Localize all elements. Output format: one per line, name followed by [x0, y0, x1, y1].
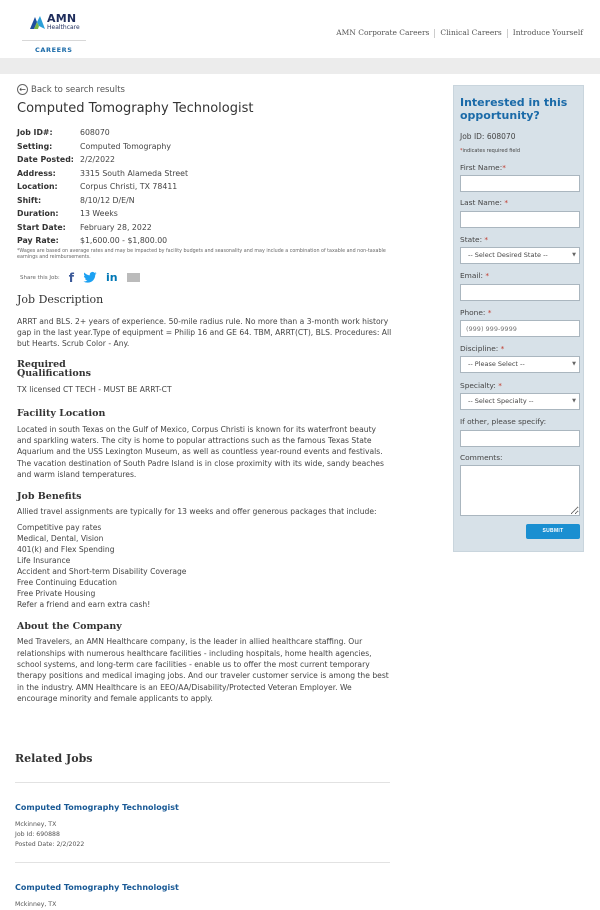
detail-label: Pay Rate: [17, 236, 59, 246]
amn-logo-mark-icon [28, 14, 46, 30]
back-to-results-link[interactable] [17, 84, 392, 95]
detail-value: 3315 South Alameda Street [80, 168, 189, 178]
job-title: Computed Tomography Technologist [17, 101, 254, 116]
detail-row [17, 234, 392, 248]
detail-value: February 28, 2022 [80, 222, 152, 232]
first-name-input[interactable] [460, 175, 580, 192]
logo-subtitle: Healthcare [47, 24, 80, 31]
job-main [17, 84, 392, 704]
required-star: * [484, 235, 489, 244]
detail-label: Job ID#: [17, 128, 53, 138]
back-arrow-icon: ← [17, 84, 28, 95]
label-text: Email: [460, 271, 483, 280]
state-label [460, 235, 488, 244]
detail-row [17, 221, 392, 235]
phone-label [460, 308, 491, 317]
job-benefits-intro: Allied travel assignments are typically for 13 weeks and offer generous packages that include: [17, 507, 377, 517]
detail-value: 8/10/12 D/E/N [80, 195, 135, 205]
discipline-label [460, 344, 504, 353]
related-job-id: Job Id: 690888 [15, 831, 60, 838]
detail-value: Corpus Christi, TX 78411 [80, 182, 178, 192]
phone-input[interactable] [460, 320, 580, 337]
divider [15, 782, 390, 783]
share-label: Share this Job: [20, 274, 60, 281]
list-item: 401(k) and Flex Spending [17, 545, 115, 555]
top-nav [331, 28, 588, 38]
state-select[interactable] [460, 247, 580, 264]
select-value: -- Please Select -- [468, 360, 525, 368]
related-job-location: Mckinney, TX [15, 821, 57, 828]
list-item: Competitive pay rates [17, 523, 102, 533]
list-item: Refer a friend and earn extra cash! [17, 600, 151, 610]
logo-divider [22, 40, 86, 41]
divider [15, 862, 390, 863]
label-text: Discipline: [460, 344, 499, 353]
required-star: * [460, 148, 463, 154]
other-specialty-input[interactable] [460, 430, 580, 447]
detail-value: 2/2/2022 [80, 155, 116, 165]
required-star: * [498, 381, 502, 390]
job-details [17, 126, 392, 248]
benefits-list [17, 522, 392, 610]
amn-logo[interactable] [28, 12, 88, 58]
job-description-heading: Job Description [17, 292, 104, 306]
related-jobs-heading: Related Jobs [15, 752, 93, 765]
required-note [460, 148, 520, 154]
wage-disclaimer: *Wages are based on average rates and may be impacted by facility budgets and seasonality and may include a combination of taxable and non-taxable earnings and reimbursements. [17, 248, 386, 260]
comments-textarea[interactable] [460, 465, 580, 516]
nav-introduce-yourself[interactable]: Introduce Yourself [512, 28, 583, 37]
list-item [15, 875, 390, 910]
list-item: Medical, Dental, Vision [17, 534, 104, 544]
required-star: * [500, 344, 505, 353]
site-header [0, 0, 600, 58]
interest-form [453, 85, 584, 552]
logo-name: AMN [47, 12, 77, 25]
required-heading-line2: Qualifications [17, 368, 91, 380]
nav-corporate-careers[interactable]: AMN Corporate Careers [336, 28, 430, 37]
specialty-label [460, 381, 502, 390]
detail-label: Shift: [17, 195, 42, 205]
select-value: -- Select Specialty -- [468, 397, 534, 405]
label-text: Phone: [460, 308, 486, 317]
form-heading: Interested in this opportunity? [460, 96, 568, 122]
detail-label: Address: [17, 168, 56, 178]
detail-row [17, 126, 392, 140]
related-job-link[interactable]: Computed Tomography Technologist [15, 803, 179, 812]
first-name-label [460, 163, 506, 172]
discipline-select[interactable] [460, 356, 580, 373]
detail-label: Location: [17, 182, 58, 192]
required-star: * [487, 308, 492, 317]
list-item: Life Insurance [17, 556, 71, 566]
required-qualifications-heading [17, 360, 392, 378]
required-qualifications-text: TX licensed CT TECH - MUST BE ARRT-CT [17, 385, 172, 395]
submit-button[interactable]: SUBMIT [526, 524, 580, 539]
list-item: Free Private Housing [17, 589, 96, 599]
select-value: -- Select Desired State -- [468, 251, 548, 259]
list-item [15, 795, 390, 850]
required-note-text: indicates required field [462, 148, 520, 154]
job-description-text: ARRT and BLS. 2+ years of experience. 50-mile radius rule. No more than a 3-month work history gap in the last year.Type of equipment = Philip 16 and GE 64. TBM, ARRT(CT), BLS. Procedures: All but Hearts. Scrub Color - Any. [17, 316, 392, 349]
email-label [460, 271, 489, 280]
detail-row [17, 207, 392, 221]
facility-location-text: Located in south Texas on the Gulf of Mexico, Corpus Christi is known for its waterfront beauty and sparkling waters. The city is home to popular attractions such as the famous Texas State Aquarium and the USS Lexington Museum, as well as countless year-round events and festivals. The vacation destination of South Padre Island is in close proximity with its wide, sandy beaches and warm island temperatures. [17, 424, 384, 479]
dropdown-caret-icon: ▼ [572, 252, 576, 258]
about-company-heading: About the Company [17, 621, 122, 633]
dropdown-caret-icon: ▼ [572, 398, 576, 404]
job-benefits-heading: Job Benefits [17, 491, 82, 503]
label-text: Last Name: [460, 198, 503, 207]
about-company-text: Med Travelers, an AMN Healthcare company, is the leader in allied healthcare staffing. Our relationships with numerous healthcare facilities - including hospitals, home health agencies, school systems, and long-term care facilities - enable us to offer the most current temporary therapy positions and medical imaging jobs. And our traveler customer service is among the best in the industry. AMN Healthcare is an EEO/AA/Disability/Protected Veteran Employer. We encourage minority and female applicants to apply. [17, 637, 389, 703]
nav-clinical-careers[interactable]: Clinical Careers [440, 28, 502, 37]
label-text: First Name: [460, 163, 503, 172]
related-job-location: Mckinney, TX [15, 901, 57, 908]
facebook-icon[interactable]: f [68, 270, 74, 285]
specialty-select[interactable] [460, 393, 580, 410]
dropdown-caret-icon: ▼ [572, 361, 576, 367]
detail-value: Computed Tomography [80, 141, 171, 151]
detail-row [17, 194, 392, 208]
detail-label: Setting: [17, 141, 53, 151]
detail-label: Duration: [17, 209, 59, 219]
twitter-icon[interactable] [83, 272, 97, 283]
facility-location-heading: Facility Location [17, 407, 106, 419]
detail-row [17, 180, 392, 194]
detail-label: Date Posted: [17, 155, 74, 165]
required-star: * [502, 163, 506, 172]
detail-row [17, 153, 392, 167]
required-star: * [485, 271, 490, 280]
header-band [0, 58, 600, 74]
related-job-posted: Posted Date: 2/2/2022 [15, 841, 85, 848]
other-specialty-label: If other, please specify: [460, 417, 547, 426]
detail-value: 608070 [80, 128, 110, 138]
last-name-input[interactable] [460, 211, 580, 228]
required-heading-line1: Required [17, 359, 66, 371]
share-bar [20, 271, 392, 285]
email-icon[interactable] [127, 273, 140, 282]
list-item: Free Continuing Education [17, 578, 117, 588]
linkedin-icon[interactable]: in [105, 271, 118, 284]
list-item: Accident and Short-term Disability Coverage [17, 567, 187, 577]
detail-value: $1,600.00 - $1,800.00 [80, 236, 168, 246]
label-text: State: [460, 235, 483, 244]
careers-label: CAREERS [35, 46, 73, 54]
email-input[interactable] [460, 284, 580, 301]
last-name-label [460, 198, 508, 207]
detail-value: 13 Weeks [80, 209, 118, 219]
required-star: * [504, 198, 509, 207]
detail-label: Start Date: [17, 222, 66, 232]
comments-label: Comments: [460, 453, 503, 462]
detail-row [17, 167, 392, 181]
back-link-label: Back to search results [31, 84, 125, 95]
related-job-link[interactable]: Computed Tomography Technologist [15, 883, 179, 892]
label-text: Specialty: [460, 381, 496, 390]
form-job-id: Job ID: 608070 [460, 132, 516, 141]
detail-row [17, 140, 392, 154]
related-jobs [15, 752, 390, 910]
